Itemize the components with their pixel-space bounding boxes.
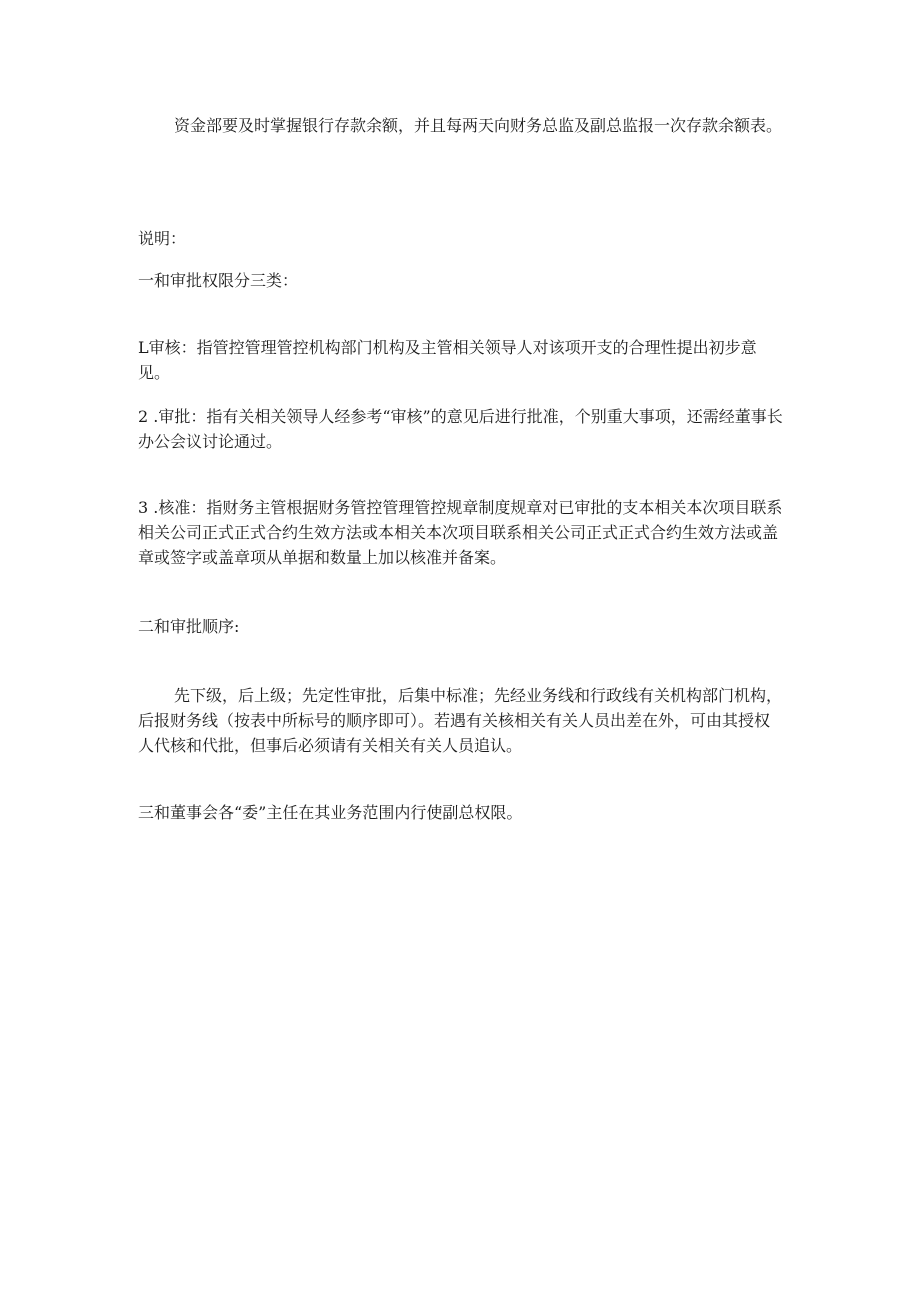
item-approval: 2 .审批：指有关相关领导人经参考“审核”的意见后进行批准，个别重大事项，还需经董事长办公会议讨论通过。 [138, 407, 783, 451]
explanation-heading: 说明： [138, 229, 187, 248]
section-1-heading: 一和审批权限分三类： [138, 271, 299, 290]
section-3-paragraph: 三和董事会各“委”主任在其业务范围内行使副总权限。 [138, 803, 523, 822]
approval-order-paragraph: 先下级，后上级；先定性审批，后集中标准；先经业务线和行政线有关机构部门机构，后报财务线（按表中所标号的顺序即可）。若遇有关核相关有关人员出差在外，可由其授权人代核和代批，但事后必须请有关相关有关人员追认。 [138, 686, 783, 755]
item-review: L审核：指管控管理管控机构部门机构及主管相关领导人对该项开支的合理性提出初步意见。 [138, 338, 757, 382]
bank-balance-paragraph: 资金部要及时掌握银行存款余额，并且每两天向财务总监及副总监报一次存款余额表。 [174, 116, 783, 135]
item-verification: 3 .核准：指财务主管根据财务管控管理管控规章制度规章对已审批的支本相关本次项目联系相关公司正式正式合约生效方法或本相关本次项目联系相关公司正式正式合约生效方法或盖章或签字或盖章项从单据和数量上加以核准并备案。 [138, 498, 783, 567]
section-2-heading: 二和审批顺序: [138, 617, 240, 636]
